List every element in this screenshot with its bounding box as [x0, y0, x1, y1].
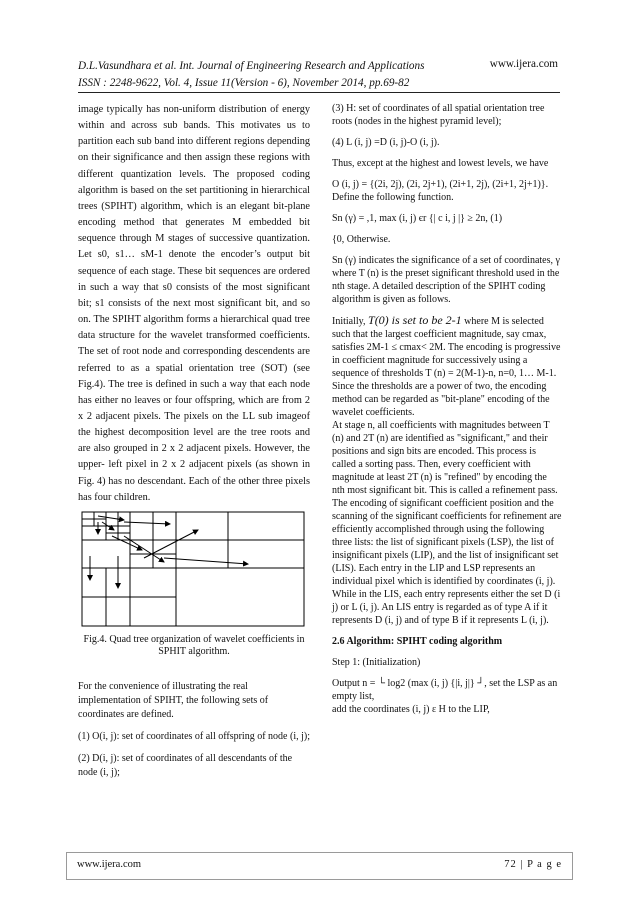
- header-website: www.ijera.com: [489, 58, 558, 70]
- section-heading: 2.6 Algorithm: SPIHT coding algorithm: [332, 636, 503, 647]
- journal-citation: D.L.Vasundhara et al. Int. Journal of Engineering Research and Applications: [78, 60, 425, 72]
- threshold-text: where M is selected such that the largest coefficient magnitude, say cmax, satisfies 2M-1 ≤ cmax< 2M. The encoding is progressive in coefficient magnitude for successively using a sequence of thresholds T (n) = 2(M-1)-n, n=0, 1… M-1. Since the thresholds are a power of two, the encoding method can be regarded as "bit-plane" encoding of the wavelet coefficients.: [332, 316, 561, 418]
- body-paragraph: For the convenience of illustrating the real implementation of SPIHT, the following sets of coordinates are defined.: [78, 680, 269, 720]
- left-column: [78, 102, 310, 780]
- body-paragraph: At stage n, all coefficients with magnitudes between T (n) and 2T (n) are identified as "significant," and their positions and sign bits are encoded. This process is called a sorting pass. Then, every coefficient with magnitude at least 2T (n) is "refined" by encoding the nth most significant bit. This is called a refinement pass. The encoding of significant coefficient position and the scanning of the significant coefficients for refinement are efficiently accomplished through using the following three lists: the list of significant pixels (LSP), the list of insignificant pixels (LIP), and the list of insignificant set (LIS). Each entry in the LIP and LSP represents an individual pixel which is identified by coordinates (i, j). While in the LIS, each entry represents either the set D (i j) or L (i, j). An LIS entry is regarded as of type A if it represents D (i, j) and of type B if it represents L (i, j).: [332, 420, 562, 626]
- body-paragraph: image typically has non-uniform distribution of energy within and across sub bands. This motivates us to partition each sub band into different regions depending on their significance and then assign these regions with different quantization levels. The proposed coding algorithm is based on the set partitioning in hierarchical trees (SPIHT) algorithm, which is an elegant bit-plane encoding method that generates M embedded bit sequence through M stages of successive quantization. Let s0, s1… sM-1 denote the encoder’s output bit sequence of each stage. These bit sequences are ordered in such a way that s0 consists of the most significant bit; s1 consists of the next most significant bit, and so on. The SPIHT algorithm forms a hierarchical quad tree data structure for the wavelet transformed coefficients. The set of root node and corresponding descendents are referred to as a spatial orientation tree (SOT) (see Fig.4). The tree is defined in such a way that each node has either no leaves or four offspring, which are from 2 x 2 adjacent pixels. The pixels on the LL sub imageof the highest decomposition level are the tree roots and are also grouped in 2 x 2 adjacent pixels. However, the upper- left pixel in 2 x 2 adjacent pixels (as shown in Fig. 4) has no descendant. Each of the other three pixels has four children.: [78, 104, 310, 503]
- footer-website: www.ijera.com: [77, 859, 142, 870]
- body-paragraph: Thus, except at the highest and lowest levels, we have: [332, 158, 549, 169]
- page-header: [78, 58, 560, 92]
- figure-caption: Fig.4. Quad tree organization of wavelet coefficients in SPHIT algorithm.: [83, 633, 305, 657]
- equation-line: {0, Otherwise.: [332, 234, 391, 245]
- definition-item: (1) O(i, j): set of coordinates of all offspring of node (i, j);: [78, 730, 310, 742]
- right-column: [332, 102, 562, 724]
- equation-line: Sn (γ) = ,1, max (i, j) єr {| c i, j |} ≥ 2n, (1): [332, 213, 503, 224]
- quad-tree-figure: [78, 510, 310, 628]
- body-paragraph: Sn (γ) indicates the significance of a set of coordinates, γ where T (n) is the preset significant threshold used in the nth stage. A detailed description of the SPIHT coding algorithm is given as follows.: [332, 255, 560, 305]
- initially-text: Initially,: [332, 316, 366, 327]
- page-number: 72 | P a g e: [504, 859, 562, 870]
- step-add: add the coordinates (i, j) ε H to the LIP,: [332, 704, 490, 715]
- issn-line: ISSN : 2248-9622, Vol. 4, Issue 11(Version - 6), November 2014, pp.69-82: [78, 77, 410, 89]
- step-output: Output n = └ log2 (max (i, j) {|i, j|} ┘, set the LSP as an empty list,: [332, 678, 558, 702]
- body-paragraph: [332, 314, 562, 419]
- threshold-formula: T(0) is set to be 2-1: [368, 313, 462, 327]
- definition-item: (3) H: set of coordinates of all spatial orientation tree roots (nodes in the highest pyramid level);: [332, 103, 545, 127]
- page-footer: [66, 852, 573, 880]
- equation-text: O (i, j) = {(2i, 2j), (2i, 2j+1), (2i+1, 2j), (2i+1, 2j+1)}. Define the following function.: [332, 179, 549, 203]
- definition-item: (2) D(i, j): set of coordinates of all descendants of the node (i, j);: [78, 752, 293, 778]
- step-label: Step 1: (Initialization): [332, 657, 421, 668]
- header-rule: [78, 92, 560, 93]
- definition-item: (4) L (i, j) =D (i, j)-O (i, j).: [332, 137, 440, 148]
- quad-tree-diagram: [78, 510, 310, 628]
